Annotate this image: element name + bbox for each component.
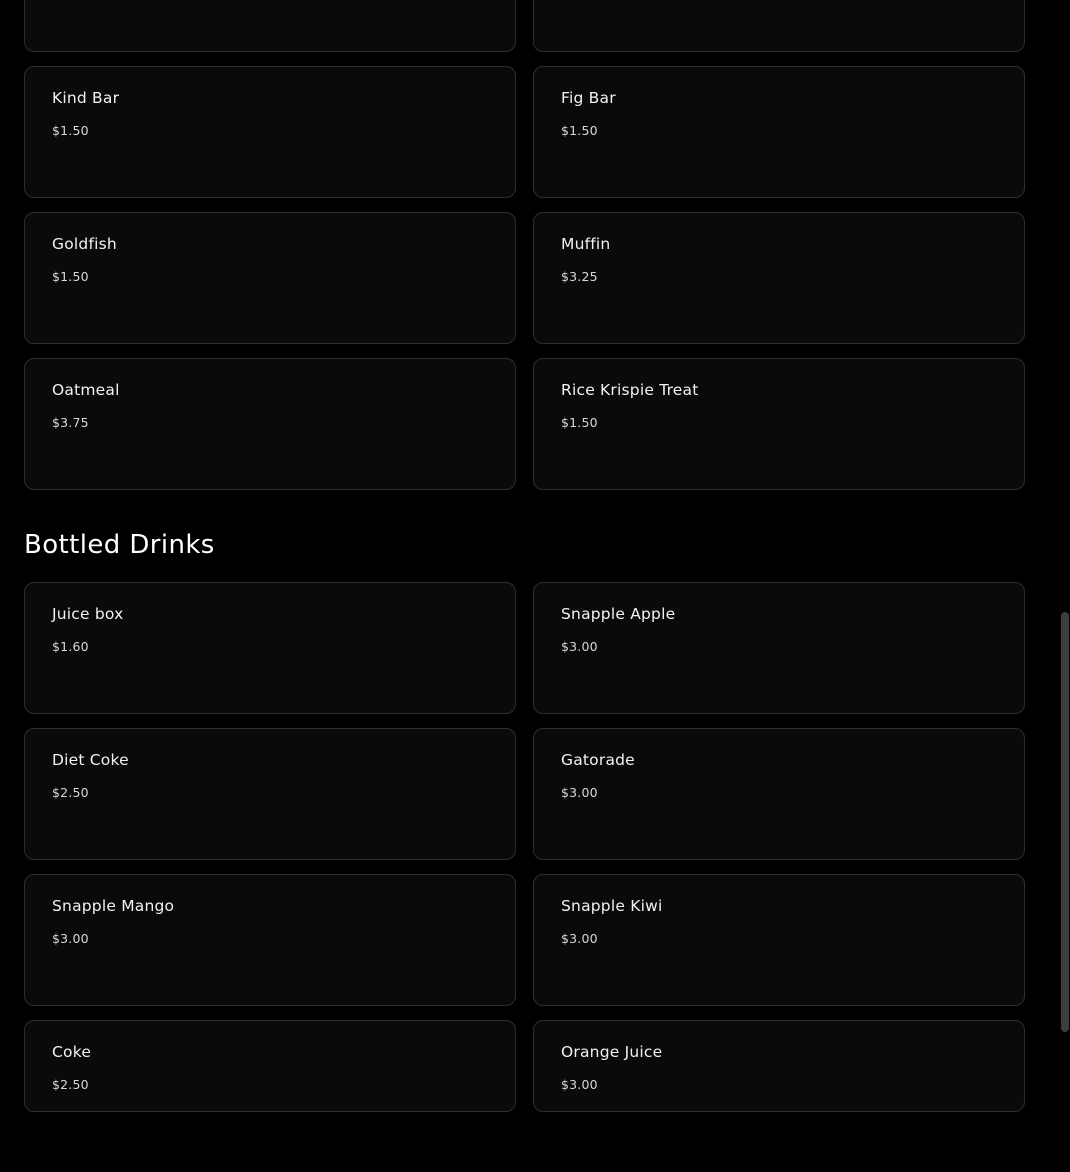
- menu-item-name: Snapple Apple: [561, 605, 676, 623]
- menu-item-card[interactable]: [24, 582, 516, 714]
- menu-item-name: Oatmeal: [52, 381, 120, 399]
- page-scrollbar[interactable]: [1060, 0, 1070, 1172]
- menu-item-name: Snapple Kiwi: [561, 897, 663, 915]
- menu-item-name: Gatorade: [561, 751, 635, 769]
- menu-item-price: $3.00: [561, 638, 598, 654]
- menu-item-name: Orange Juice: [561, 1043, 663, 1061]
- menu-item-card[interactable]: [24, 1020, 516, 1112]
- menu-item-price: $1.50: [561, 414, 598, 430]
- menu-item-price: $3.00: [561, 1076, 598, 1092]
- menu-item-name: Snapple Mango: [52, 897, 175, 915]
- menu-item-name: Muffin: [561, 235, 611, 253]
- menu-item-card[interactable]: [533, 66, 1025, 198]
- menu-item-price: $3.00: [52, 930, 89, 946]
- menu-item-card[interactable]: [533, 874, 1025, 1006]
- menu-item-card[interactable]: [533, 582, 1025, 714]
- section-heading-bottled-drinks: Bottled Drinks: [24, 530, 215, 560]
- menu-item-card[interactable]: [533, 728, 1025, 860]
- menu-item-price: $2.50: [52, 1076, 89, 1092]
- menu-item-name: Kind Bar: [52, 89, 120, 107]
- menu-item-name: Goldfish: [52, 235, 117, 253]
- menu-item-price: $3.25: [561, 268, 598, 284]
- menu-item-card[interactable]: [24, 358, 516, 490]
- menu-item-price: $1.60: [52, 638, 89, 654]
- menu-item-name: Fig Bar: [561, 89, 616, 107]
- menu-item-name: Coke: [52, 1043, 92, 1061]
- menu-item-card[interactable]: [24, 874, 516, 1006]
- menu-item-card[interactable]: [24, 728, 516, 860]
- bottled-drinks-grid: [24, 582, 1025, 1006]
- snack-grid-clipped: [24, 0, 1025, 52]
- menu-item-price: $2.50: [52, 784, 89, 800]
- menu-item-price: $3.75: [52, 414, 89, 430]
- menu-item-card[interactable]: [24, 0, 516, 52]
- menu-item-card[interactable]: [533, 358, 1025, 490]
- scrollbar-thumb[interactable]: [1061, 612, 1069, 1032]
- menu-item-price: $1.50: [561, 122, 598, 138]
- menu-item-price: $1.50: [52, 268, 89, 284]
- menu-item-name: Diet Coke: [52, 751, 129, 769]
- menu-item-card[interactable]: [533, 212, 1025, 344]
- menu-item-name: Juice box: [52, 605, 124, 623]
- menu-item-card[interactable]: [533, 1020, 1025, 1112]
- menu-item-name: Rice Krispie Treat: [561, 381, 699, 399]
- menu-item-card[interactable]: [24, 212, 516, 344]
- menu-item-card[interactable]: [533, 0, 1025, 52]
- bottled-drinks-grid-clipped: [24, 1020, 1025, 1112]
- menu-item-price: $1.50: [52, 122, 89, 138]
- menu-item-card[interactable]: [24, 66, 516, 198]
- menu-item-price: $3.00: [561, 784, 598, 800]
- snack-grid: [24, 66, 1025, 490]
- menu-item-price: $3.00: [561, 930, 598, 946]
